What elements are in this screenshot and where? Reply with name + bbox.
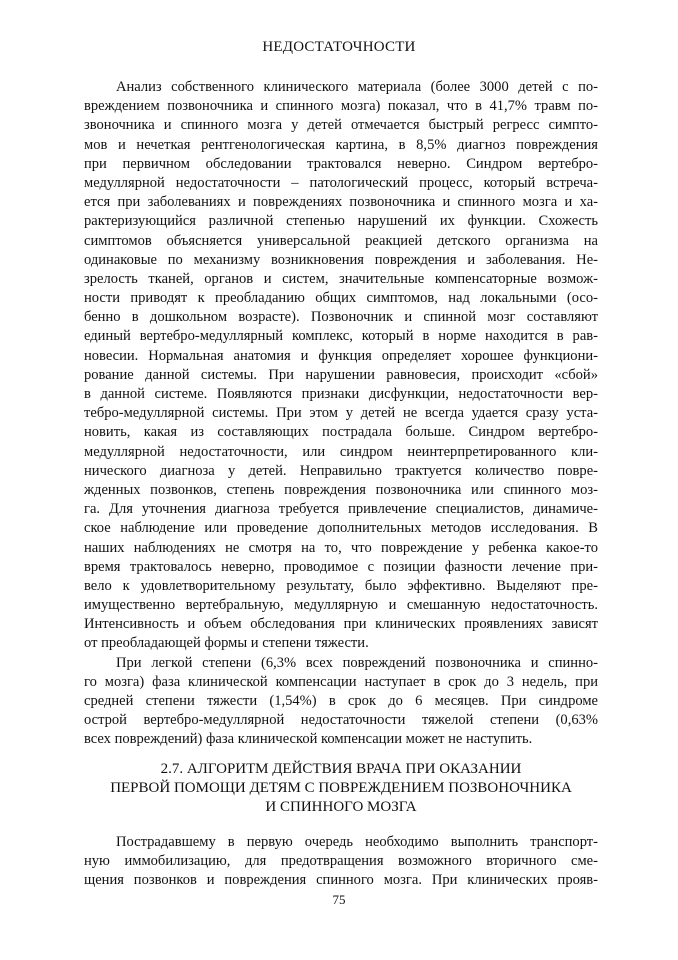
text-line: время трактовалось неверно, проводимое с позиции фазности лечение при-: [84, 558, 598, 575]
text-line: Анализ собственного клинического материала (более 3000 детей с по-: [116, 79, 598, 95]
text-line: га. Для уточнения диагноза требуется привлечение специалистов, динамиче-: [84, 501, 598, 518]
text-line: щения позвонков и повреждения спинного мозга. При клинических прояв-: [84, 872, 598, 889]
text-line: при первичном обследовании трактовался неверно. Синдром вертебро-: [84, 155, 598, 172]
text-line: Пострадавшему в первую очередь необходимо выполнить транспорт-: [116, 834, 598, 850]
text-line: единый вертебро-медуллярный комплекс, который в норме находится в рав-: [84, 328, 598, 345]
text-line: новить, какая из составляющих пострадала больше. Синдром вертебро-: [84, 424, 598, 441]
paragraph-2: [84, 654, 598, 750]
text-line: вреждением позвоночника и спинного мозга) показал, что в 41,7% травм по-: [84, 98, 598, 115]
text-line: рование данной системы. При нарушении равновесия, происходит «сбой»: [84, 366, 598, 383]
text-line: от преобладающей формы и степени тяжести.: [84, 635, 369, 652]
heading-line: ПЕРВОЙ ПОМОЩИ ДЕТЯМ С ПОВРЕЖДЕНИЕМ ПОЗВОНОЧНИКА: [110, 780, 572, 796]
text-line: рактеризующийся различной степенью нарушений их функции. Схожесть: [84, 213, 598, 230]
heading-line: 2.7. АЛГОРИТМ ДЕЙСТВИЯ ВРАЧА ПРИ ОКАЗАНИИ: [160, 761, 522, 777]
text-line: средней степени тяжести (1,54%) в срок до 6 месяцев. При синдроме: [84, 693, 598, 709]
text-line: бенно в дошкольном возрасте). Позвоночник и спинной мозг составляют: [84, 309, 598, 326]
text-line: в данной системе. Появляются признаки дисфункции, недостаточности вер-: [84, 386, 598, 402]
text-line: го мозга) фаза клинической компенсации наступает в срок до 3 недель, при: [84, 673, 598, 690]
text-line: жденных позвонков, степень повреждения позвоночника или спинного моз-: [84, 481, 598, 498]
section-body-text: [84, 833, 598, 891]
text-line: новесии. Нормальная анатомия и функция определяет хорошее функциони-: [84, 347, 598, 364]
text-line: зрелость тканей, органов и систем, значительные компенсаторные возмож-: [84, 270, 598, 287]
paragraph-1: [84, 78, 598, 654]
heading-line: И СПИННОГО МОЗГА: [265, 799, 417, 815]
text-line: звоночника и спинного мозга у детей отмечается быстрый регресс симпто-: [84, 117, 598, 134]
text-line: нического диагноза у детей. Неправильно трактуется количество повре-: [84, 462, 598, 479]
text-line: одинаковые по механизму возникновения повреждения и заболевания. Не-: [84, 251, 598, 268]
text-line: имущественно вертебральную, медуллярную и смешанную недостаточность.: [84, 597, 598, 614]
page-number: 75: [332, 892, 346, 907]
text-line: медуллярной недостаточности – патологический процесс, который встреча-: [84, 174, 598, 191]
text-line: ную иммобилизацию, для предотвращения возможного вторичного сме-: [84, 853, 598, 870]
text-line: ется при заболеваниях и повреждениях позвоночника и спинного мозга и ха-: [84, 194, 598, 211]
text-line: тебро-медуллярной системы. При этом у детей не всегда удается сразу уста-: [84, 405, 598, 422]
section-heading: [84, 760, 598, 817]
text-line: мов и нечеткая рентгенологическая картина, в 8,5% диагноз повреждения: [84, 136, 598, 153]
running-head: НЕДОСТАТОЧНОСТИ: [262, 39, 416, 55]
text-line: наших наблюдениях не смотря на то, что повреждение у ребенка какое-то: [84, 539, 598, 556]
text-line: При легкой степени (6,3% всех повреждений позвоночника и спинно-: [116, 654, 598, 671]
body-text: [84, 78, 598, 750]
text-line: Интенсивность и объем обследования при клинических проявлениях зависят: [84, 616, 598, 633]
text-line: всех повреждений) фаза клинической компенсации может не наступить.: [84, 731, 533, 748]
text-line: симптомов объясняется универсальной реакцией детского организма на: [84, 232, 598, 249]
text-line: медуллярной недостаточности, или синдром неинтерпретированного кли-: [84, 443, 598, 460]
text-line: велo к удовлетворительному результату, было эффективно. Выделяют пре-: [84, 577, 598, 594]
text-line: острой вертебро-медуллярной недостаточности тяжелой степени (0,63%: [84, 712, 598, 729]
text-line: ское наблюдение или проведение дополнительных методов исследования. В: [84, 520, 598, 537]
text-line: ности приводят к преобладанию общих симптомов, над локальными (осо-: [84, 290, 598, 307]
